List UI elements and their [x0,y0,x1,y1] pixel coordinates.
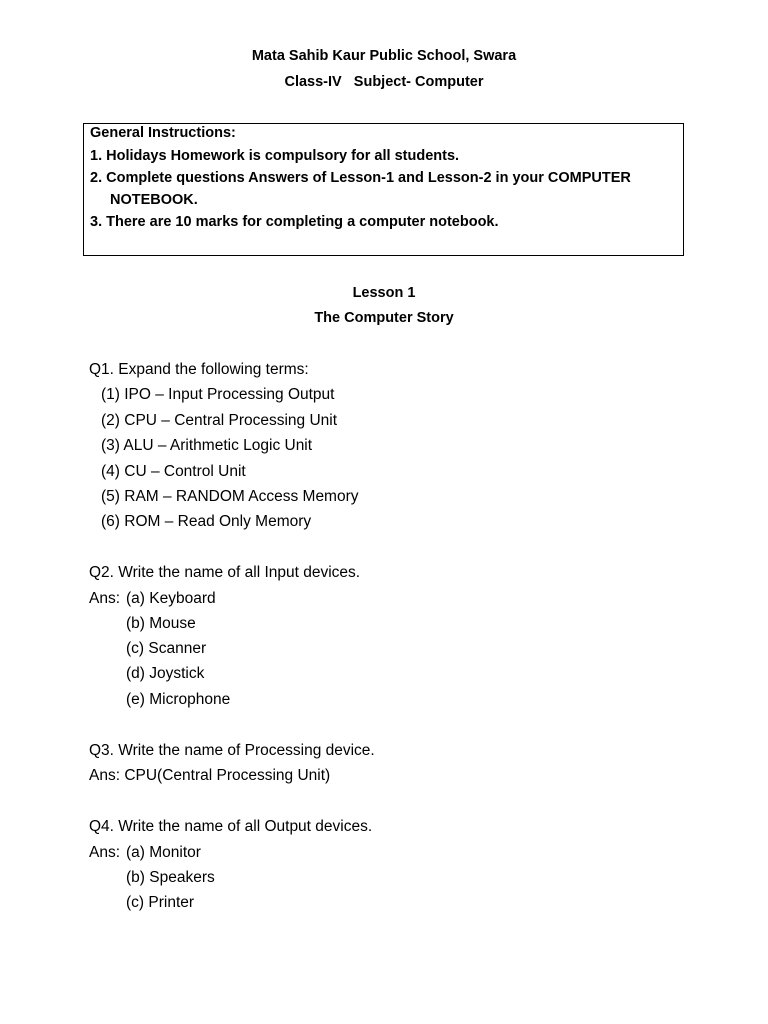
instructions-title: General Instructions: [90,125,236,141]
lesson-number: Lesson 1 [352,285,416,301]
lesson-title: The Computer Story [314,310,454,326]
q1-item: (2) CPU – Central Processing Unit [101,412,338,429]
instructions-box [83,123,684,256]
q2-answer-item: (c) Scanner [126,640,207,657]
q4-question: Q4. Write the name of all Output devices. [89,818,373,835]
q1-item: (5) RAM – RANDOM Access Memory [101,488,359,505]
q2-answer-item: (e) Microphone [126,691,231,708]
q2-answer-item: (b) Mouse [126,615,196,632]
q4-answer-item: (b) Speakers [126,869,215,886]
q3-question: Q3. Write the name of Processing device. [89,742,375,759]
q1-item: (1) IPO – Input Processing Output [101,386,335,403]
q3-answer: Ans: CPU(Central Processing Unit) [89,767,331,784]
q4-answer-label: Ans: [89,844,121,861]
instruction-item-2: 2. Complete questions Answers of Lesson-1 and Lesson-2 in your COMPUTER [90,170,631,186]
q4-answer-item: (c) Printer [126,894,195,911]
q1-question: Q1. Expand the following terms: [89,361,309,378]
instruction-item-3: 3. There are 10 marks for completing a computer notebook. [90,214,499,230]
instruction-item-2-continued: NOTEBOOK. [110,192,198,208]
instruction-item-1: 1. Holidays Homework is compulsory for all students. [90,148,460,164]
class-subject-line: Class-IV Subject- Computer [284,74,484,90]
q2-answer-item: (d) Joystick [126,665,205,682]
q2-question: Q2. Write the name of all Input devices. [89,564,361,581]
q1-item: (3) ALU – Arithmetic Logic Unit [101,437,313,454]
q2-answer-label: Ans: [89,590,121,607]
school-name: Mata Sahib Kaur Public School, Swara [251,48,517,64]
q4-answer-item: (a) Monitor [126,844,201,861]
q1-item: (4) CU – Control Unit [101,463,246,480]
q2-answer-item: (a) Keyboard [126,590,216,607]
q1-item: (6) ROM – Read Only Memory [101,513,312,530]
